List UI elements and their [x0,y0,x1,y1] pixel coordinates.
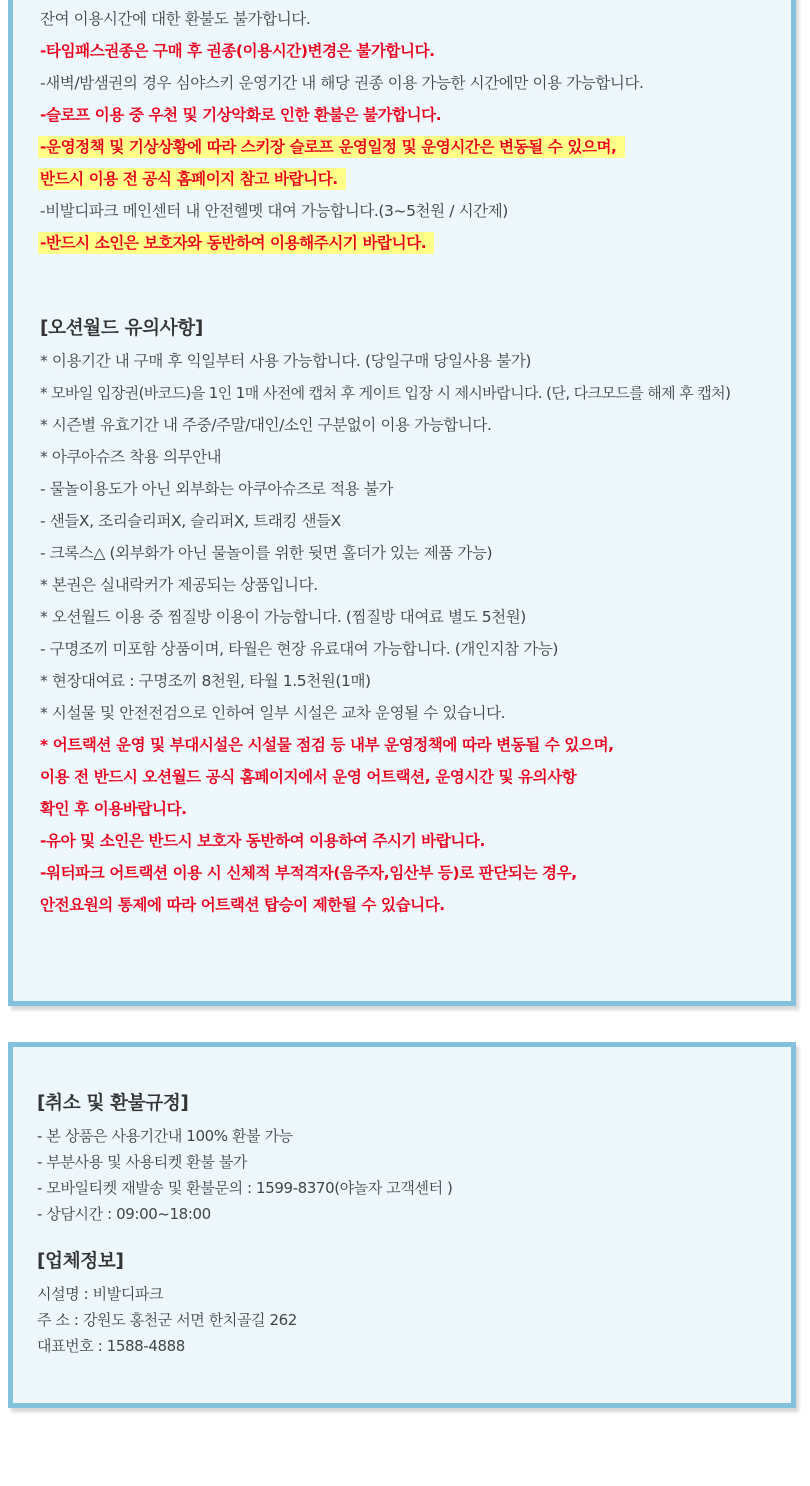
refund-line: - 본 상품은 사용기간내 100% 환불 가능 [37,1127,293,1145]
section-title: [업체정보] [37,1251,124,1272]
company-line: 주 소 : 강원도 홍천군 서면 한치골길 262 [37,1311,297,1329]
ocean-note-line: * 이용기간 내 구매 후 익일부터 사용 가능합니다. (당일구매 당일사용 불가) [40,352,532,370]
ocean-note-line: - 물놀이용도가 아닌 외부화는 아쿠아슈즈로 적용 불가 [40,480,393,498]
notice-box-ski-oceanworld [8,0,796,1006]
ski-note-line: -새벽/밤샘권의 경우 심야스키 운영기간 내 해당 권종 이용 가능한 시간에만 이용 가능합니다. [40,74,644,92]
section-title: [오션월드 유의사항] [40,318,204,339]
ocean-warning-line: 안전요원의 통제에 따라 어트랙션 탑승이 제한될 수 있습니다. [40,896,445,914]
ocean-warning-line: 확인 후 이용바랍니다. [40,800,187,818]
ocean-note-line: * 모바일 입장권(바코드)을 1인 1매 사전에 캡처 후 게이트 입장 시 제시바랍니다. (단, 다크모드를 해제 후 캡처) [40,384,731,402]
ocean-warning-line: * 어트랙션 운영 및 부대시설은 시설물 점검 등 내부 운영정책에 따라 변동될 수 있으며, [40,736,614,754]
ocean-warning-line: 이용 전 반드시 오션월드 공식 홈페이지에서 운영 어트랙션, 운영시간 및 유의사항 [40,768,577,786]
ocean-note-line: * 시즌별 유효기간 내 주중/주말/대인/소인 구분없이 이용 가능합니다. [40,416,492,434]
ski-note-line: -반드시 소인은 보호자와 동반하여 이용해주시기 바랍니다. [40,232,434,254]
ocean-note-line: * 본권은 실내락커가 제공되는 상품입니다. [40,576,318,594]
ocean-note-line: - 구명조끼 미포함 상품이며, 타월은 현장 유료대여 가능합니다. (개인지참 가능) [40,640,559,658]
ocean-note-line: - 크록스△ (외부화가 아닌 물놀이를 위한 뒷면 홀더가 있는 제품 가능) [40,544,493,562]
ski-note-line: -운영정책 및 기상상황에 따라 스키장 슬로프 운영일정 및 운영시간은 변동될 수 있으며, [40,136,625,158]
section-title: [취소 및 환불규정] [37,1093,189,1114]
refund-line: - 상담시간 : 09:00~18:00 [37,1205,211,1223]
ocean-note-line: * 현장대여료 : 구명조끼 8천원, 타월 1.5천원(1매) [40,672,371,690]
ocean-note-line: * 아쿠아슈즈 착용 의무안내 [40,448,222,466]
ocean-note-line: * 시설물 및 안전전검으로 인하여 일부 시설은 교차 운영될 수 있습니다. [40,704,506,722]
ski-note-line: 반드시 이용 전 공식 홈페이지 참고 바랍니다. [40,168,346,190]
ocean-warning-line: -워터파크 어트랙션 이용 시 신체적 부적격자(음주자,임산부 등)로 판단되는 경우, [40,864,577,882]
company-line: 대표번호 : 1588-4888 [37,1337,185,1355]
ocean-note-line: * 오션월드 이용 중 찜질방 이용이 가능합니다. (찜질방 대여료 별도 5천원) [40,608,526,626]
ocean-warning-line: -유아 및 소인은 반드시 보호자 동반하여 이용하여 주시기 바랍니다. [40,832,485,850]
refund-line: - 모바일티켓 재발송 및 환불문의 : 1599-8370(야놀자 고객센터 ) [37,1179,453,1197]
ski-note-line: -타임패스권종은 구매 후 권종(이용시간)변경은 불가합니다. [40,42,435,60]
ski-note-line: -슬로프 이용 중 우천 및 기상악화로 인한 환불은 불가합니다. [40,106,442,124]
ski-note-line: 잔여 이용시간에 대한 환불도 불가합니다. [40,10,311,28]
refund-line: - 부분사용 및 사용티켓 환불 불가 [37,1153,248,1171]
company-line: 시설명 : 비발디파크 [37,1285,164,1303]
ocean-note-line: - 샌들X, 조리슬리퍼X, 슬리퍼X, 트래킹 샌들X [40,512,341,530]
ski-note-line: -비발디파크 메인센터 내 안전헬멧 대여 가능합니다.(3~5천원 / 시간제) [40,202,508,220]
refund-company-box [8,1042,796,1408]
